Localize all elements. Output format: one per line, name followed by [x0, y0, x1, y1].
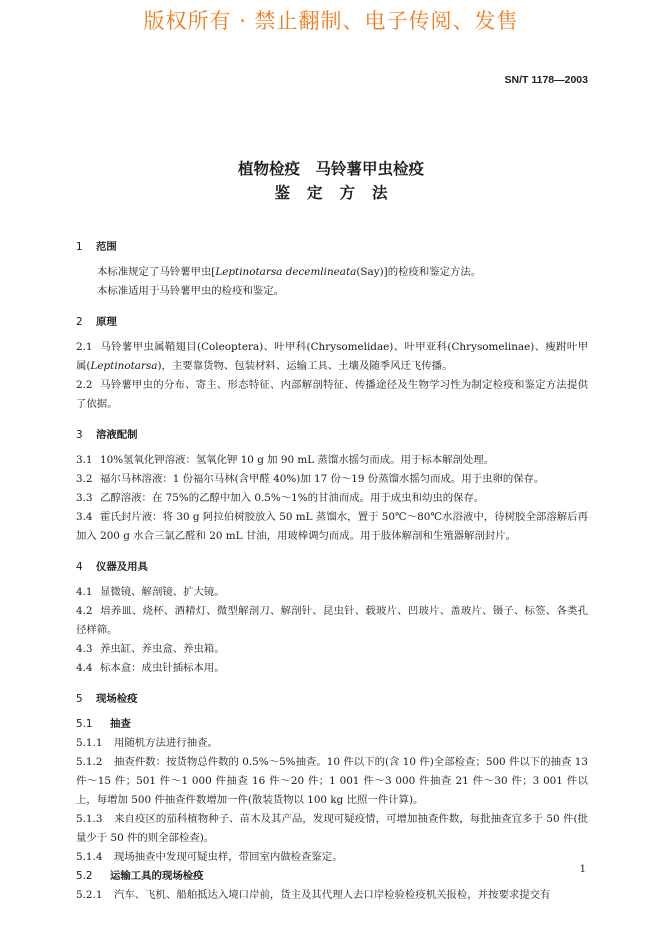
section-title: 仪器及用具: [96, 561, 148, 573]
section-number: 2: [76, 316, 83, 328]
clause: 5.2.1 汽车、飞机、船舶抵达入境口岸前，货主及其代理人去口岸检验检疫机关报检，并按要求提交有: [76, 889, 551, 901]
document-subtitle: 鉴定方法: [274, 184, 405, 202]
section-heading: [76, 426, 588, 445]
clause: 5.1.2 抽查件数：按货物总件数的 0.5%～5%抽查。10 件以下的(含 10 件)全部检查；500 件以下的抽查 13 件～15 件；501 件～1 000 件抽查 16 件～20 件；1 001 件～3 000 件抽查 21 件～30 件；3 001 件以上，每增加 500 件抽查件数增加一件(散装货物以 100 kg 比照一件计算)。: [76, 756, 588, 806]
section-heading: [76, 313, 588, 332]
genus-name: Leptinotarsa: [90, 360, 158, 372]
clause: 3.4 霍氏封片液：将 30 g 阿拉伯树胶放入 50 mL 蒸馏水，置于 50℃～80℃水浴液中，待树胶全部溶解后再加入 200 g 水合三氯乙醛和 20 mL 甘油，用玻棒调匀而成。用于肢体解剖和生殖器解剖封片。: [76, 511, 588, 542]
paragraph: 本标准规定了马铃薯甲虫[Leptinotarsa decemlineata(Say)]的检疫和鉴定方法。: [97, 266, 482, 278]
section-number: 4: [76, 561, 83, 573]
section-heading: [76, 558, 588, 577]
section-title: 现场检疫: [96, 693, 138, 705]
document-body: [76, 232, 588, 905]
page-number: 1: [579, 864, 586, 875]
clause: 2.1 马铃薯甲虫属鞘翅目(Coleoptera)、叶甲科(Chrysomelidae)、叶甲亚科(Chrysomelinae)、瘦跗叶甲属(Leptinotarsa)，主要靠货物、包装材料、运输工具、土壤及随季风迁飞传播。: [76, 341, 588, 372]
section-heading: [76, 238, 588, 257]
subsection-heading: 5.2 运输工具的现场检疫: [76, 870, 204, 882]
section-title: 范围: [96, 241, 117, 253]
clause: 3.2 福尔马林溶液：1 份福尔马林(含甲醛 40%)加 17 份～19 份蒸馏水摇匀而成。用于虫卵的保存。: [76, 473, 545, 485]
section-title: 溶液配制: [96, 429, 138, 441]
paragraph: 本标准适用于马铃薯甲虫的检疫和鉴定。: [97, 285, 285, 297]
clause: 2.2 马铃薯甲虫的分布、寄主、形态特征、内部解剖特征、传播途径及生物学习性为制定检疫和鉴定方法提供了依据。: [76, 379, 588, 410]
standard-code: SN/T 1178—2003: [504, 74, 588, 86]
document-title: 植物检疫 马铃薯甲虫检疫: [237, 160, 424, 178]
section-title: 原理: [96, 316, 117, 328]
clause: 4.4 标本盒：成虫针插标本用。: [76, 662, 225, 674]
clause: 4.3 养虫缸、养虫盒、养虫箱。: [76, 643, 225, 655]
section-number: 3: [76, 429, 83, 441]
clause: 5.1.1 用随机方法进行抽查。: [76, 737, 218, 749]
subsection-heading: 5.1 抽查: [76, 718, 131, 730]
clause: 4.2 培养皿、烧杯、酒精灯、微型解剖刀、解剖针、昆虫针、载玻片、凹玻片、盖玻片、镊子、标签、各类孔径样筛。: [76, 605, 588, 636]
species-name: Leptinotarsa decemlineata: [215, 266, 357, 278]
clause: 3.1 10%氢氧化钾溶液：氢氧化钾 10 g 加 90 mL 蒸馏水摇匀而成。用于标本解剖处理。: [76, 454, 495, 466]
section-heading: [76, 690, 588, 709]
section-number: 1: [76, 241, 83, 253]
clause: 4.1 显微镜、解剖镜、扩大镜。: [76, 586, 225, 598]
copyright-banner: 版权所有 · 禁止翻制、电子传阅、发售: [143, 9, 519, 33]
clause: 3.3 乙醇溶液：在 75%的乙醇中加入 0.5%～1%的甘油而成。用于成虫和幼虫的保存。: [76, 492, 485, 504]
clause: 5.1.4 现场抽查中发现可疑虫样，带回室内做检查鉴定。: [76, 851, 343, 863]
section-number: 5: [76, 693, 83, 705]
clause: 5.1.3 来自疫区的茄科植物种子、苗木及其产品，发现可疑疫情，可增加抽查件数，每批抽查宜多于 50 件(批量少于 50 件的则全部检查)。: [76, 813, 588, 844]
